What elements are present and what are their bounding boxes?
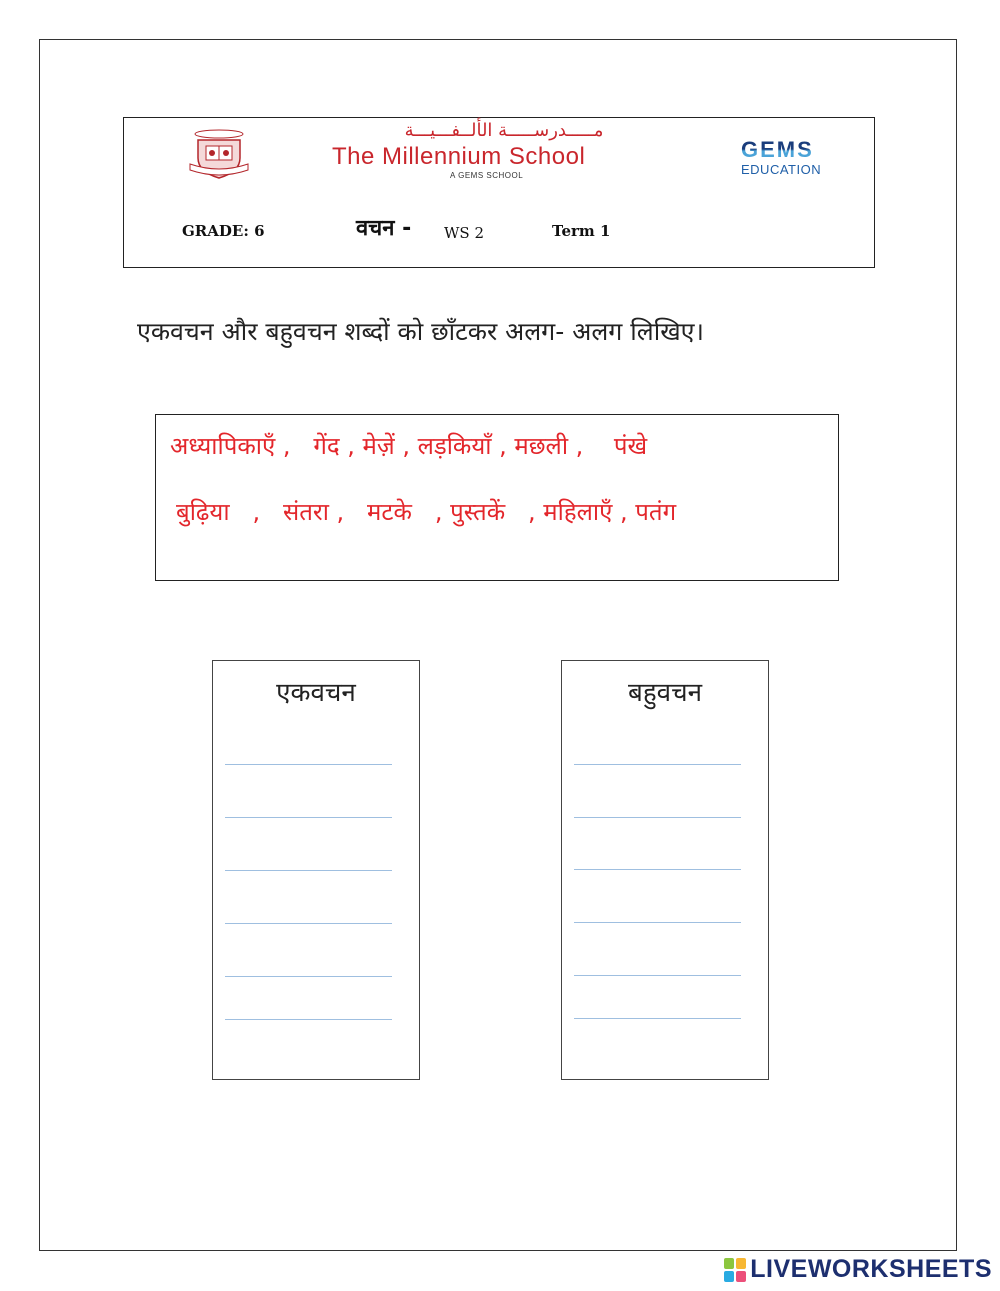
singular-answer-field-6[interactable] — [225, 1019, 392, 1020]
term-label: Term 1 — [552, 222, 611, 240]
liveworksheets-logo-icon — [724, 1258, 746, 1282]
instruction-text: एकवचन और बहुवचन शब्दों को छाँटकर अलग- अलग लिखिए। — [137, 317, 704, 346]
singular-answer-field-1[interactable] — [225, 764, 392, 765]
singular-answer-field-4[interactable] — [225, 923, 392, 924]
school-header — [123, 117, 875, 268]
worksheet-number: WS 2 — [444, 224, 485, 242]
plural-column-title: बहुवचन — [627, 678, 703, 708]
word-bank-line-2: बुढ़िया , संतरा , मटके , पुस्तकें , महिलाएँ , पतंग — [176, 498, 677, 526]
plural-answer-field-6[interactable] — [574, 1018, 741, 1019]
gems-logo-text: GEMS — [741, 137, 814, 162]
plural-answer-field-2[interactable] — [574, 817, 741, 818]
singular-answer-field-2[interactable] — [225, 817, 392, 818]
plural-answer-field-1[interactable] — [574, 764, 741, 765]
singular-answer-field-3[interactable] — [225, 870, 392, 871]
topic-title: वचन - — [356, 216, 412, 241]
word-bank-line-1: अध्यापिकाएँ , गेंद , मेज़ें , लड़कियाँ , मछली , पंखे — [170, 432, 648, 460]
gems-logo-tagline: EDUCATION — [741, 162, 822, 177]
plural-answer-field-3[interactable] — [574, 869, 741, 870]
singular-answer-field-5[interactable] — [225, 976, 392, 977]
school-crest-icon — [184, 128, 254, 182]
arabic-school-name: مـــــدرســـــة الألــفـــيـــة — [404, 120, 604, 141]
grade-label: GRADE: 6 — [182, 222, 265, 240]
word-bank — [155, 414, 839, 581]
singular-column — [212, 660, 420, 1080]
liveworksheets-brand[interactable] — [724, 1255, 992, 1284]
plural-column — [561, 660, 769, 1080]
liveworksheets-brand-text: LIVEWORKSHEETS — [750, 1255, 992, 1283]
school-subtitle: A GEMS SCHOOL — [450, 171, 524, 180]
singular-column-title: एकवचन — [276, 678, 356, 708]
plural-answer-field-5[interactable] — [574, 975, 741, 976]
gems-education-logo — [741, 137, 851, 177]
plural-answer-field-4[interactable] — [574, 922, 741, 923]
school-name: The Millennium School — [332, 143, 586, 170]
